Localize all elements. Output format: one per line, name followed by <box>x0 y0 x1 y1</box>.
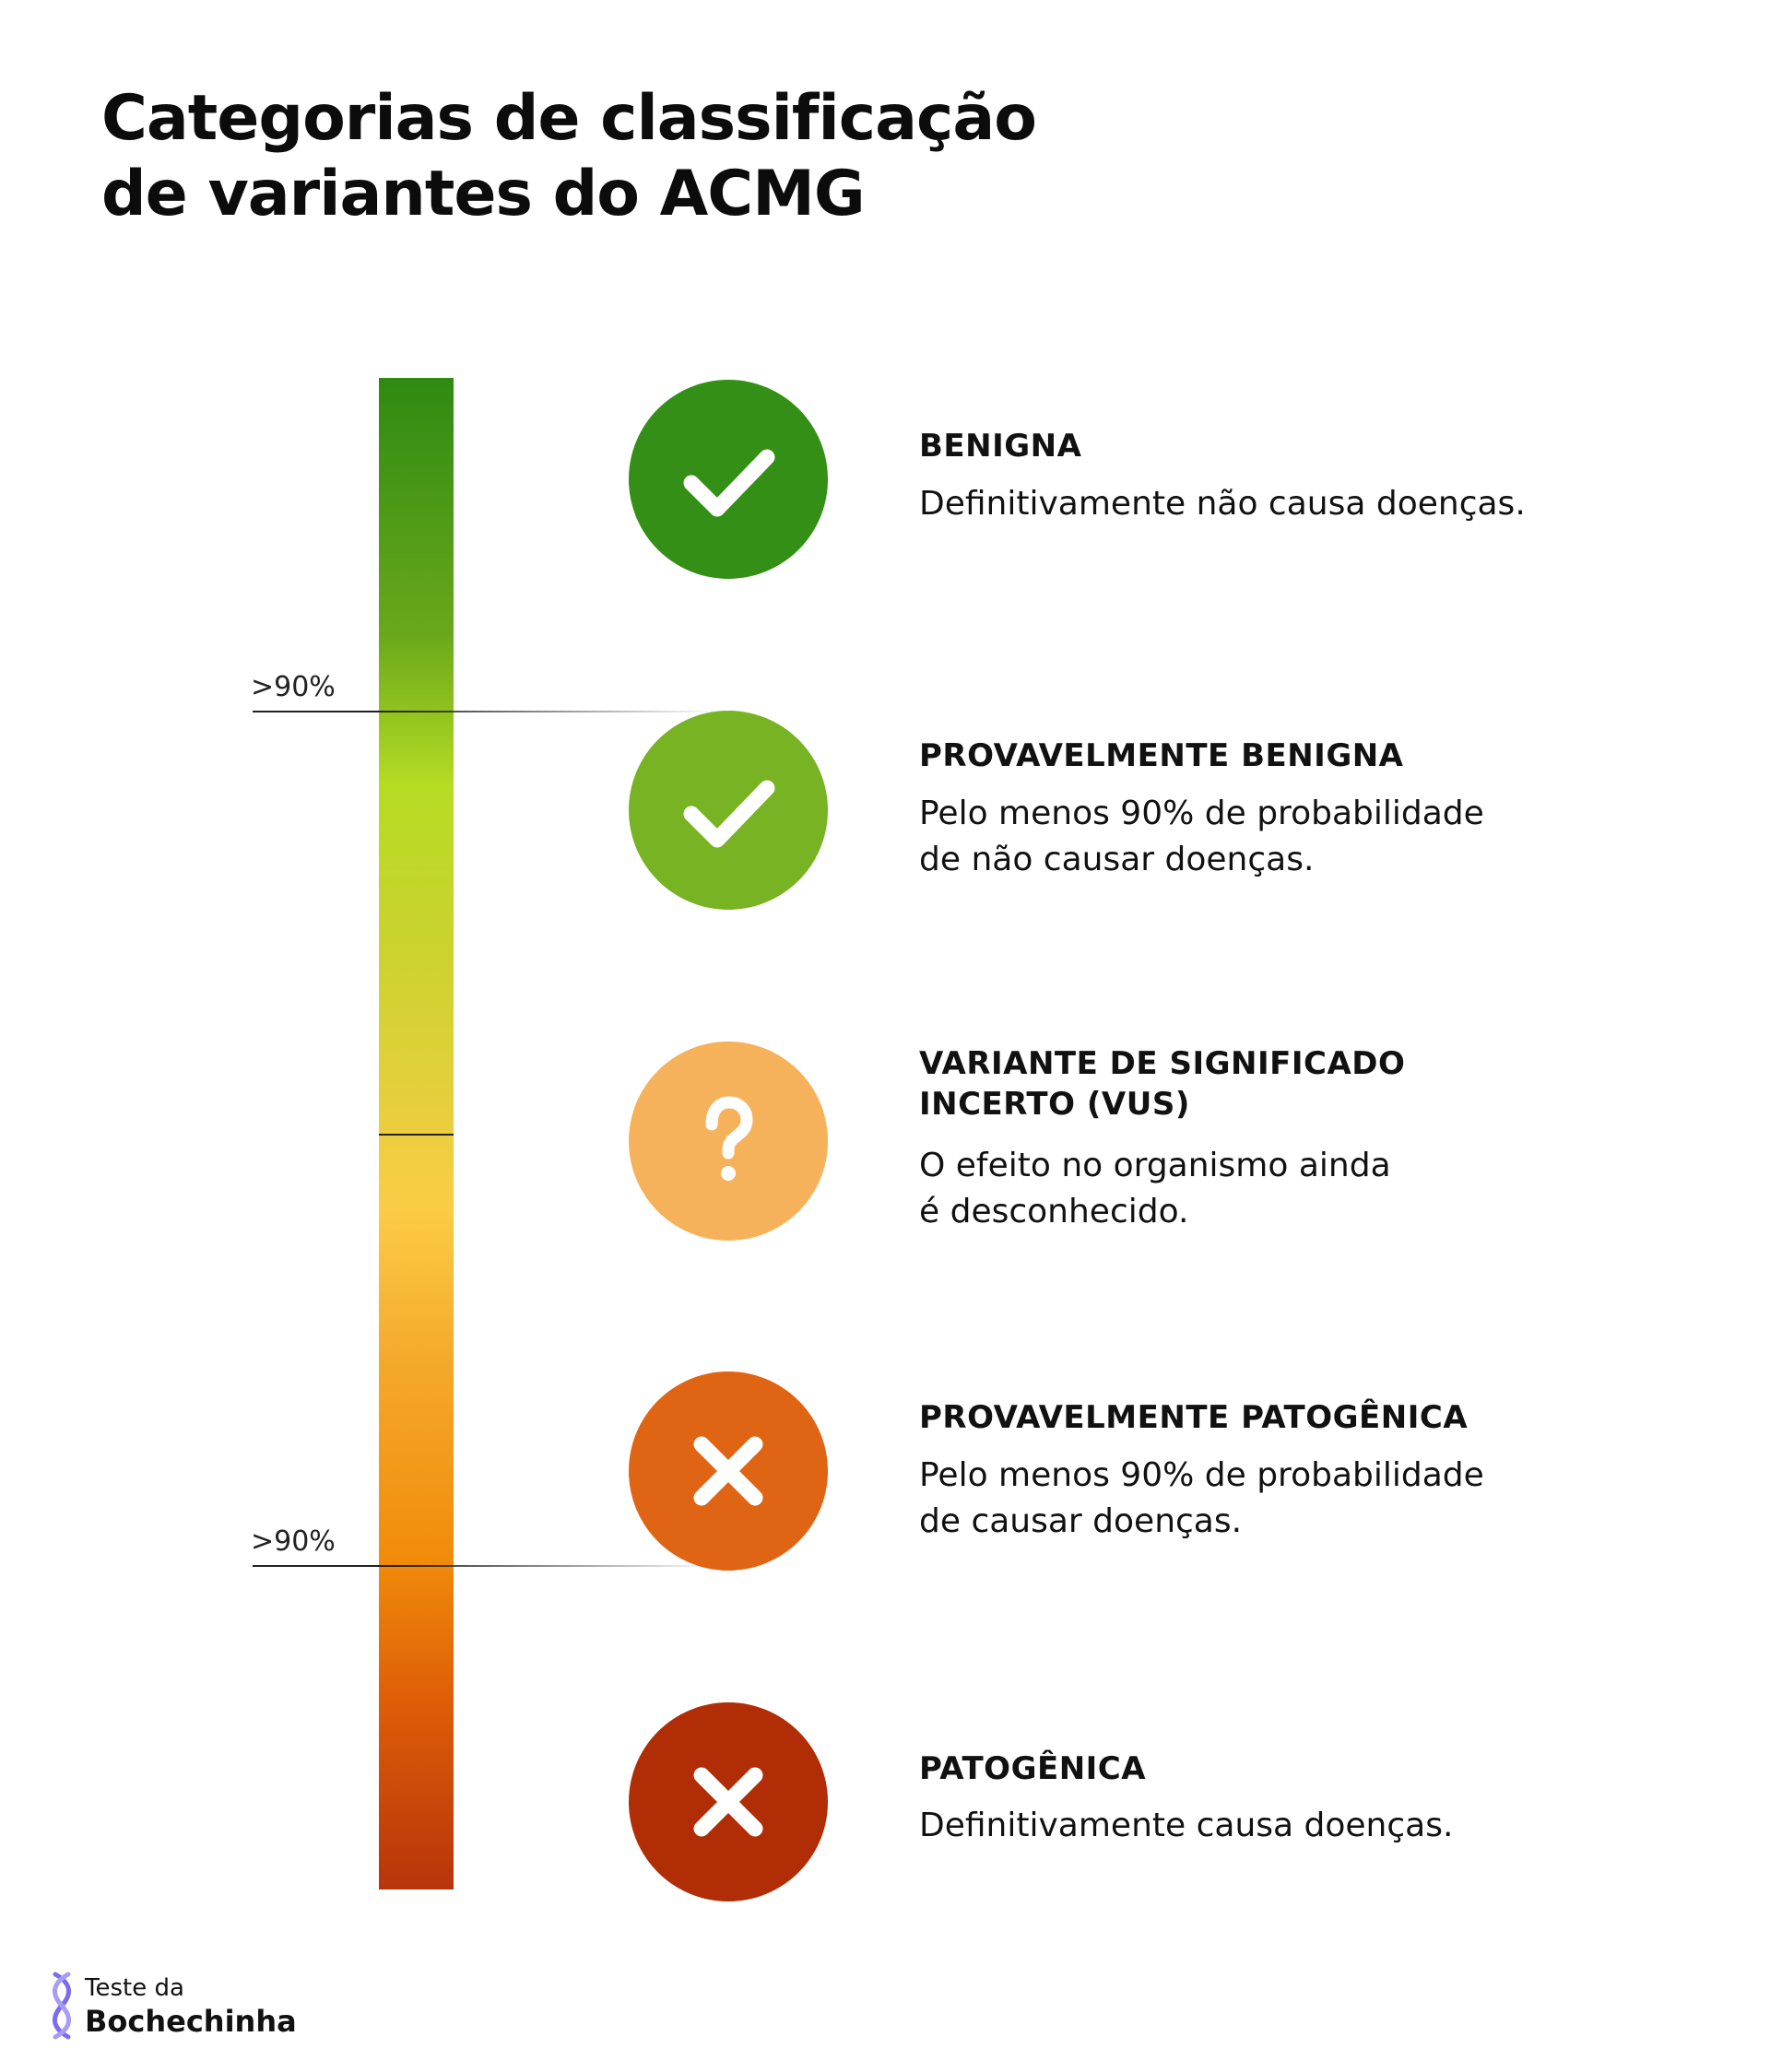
likely-benign-description: Pelo menos 90% de probabilidade de não causar doenças. <box>919 795 1484 878</box>
likely-pathogenic-title: PROVAVELMENTE PATOGÊNICA <box>919 1399 1469 1436</box>
benign-description: Definitivamente não causa doenças. <box>919 485 1526 523</box>
page-title <box>101 81 1208 232</box>
page-title-line-1: Categorias de classificação <box>101 82 1036 155</box>
uncertain-divider-line <box>379 1134 454 1136</box>
benign-check-icon <box>629 380 828 579</box>
likely-pathogenic-cross-icon <box>629 1372 828 1571</box>
threshold-label-pathogenic: >90% <box>251 1525 336 1558</box>
uncertain-description: O efeito no organismo ainda é desconhecido. <box>919 1147 1391 1230</box>
pathogenic-description: Definitivamente causa doenças. <box>919 1807 1454 1844</box>
uncertain-question-icon <box>629 1042 828 1241</box>
likely-pathogenic-description: Pelo menos 90% de probabilidade de causar doenças. <box>919 1456 1484 1540</box>
pathogenic-cross-icon <box>629 1702 828 1901</box>
page-title-line-2: de variantes do ACMG <box>101 158 865 230</box>
likely-benign-check-icon <box>629 711 828 910</box>
uncertain-title: VARIANTE DE SIGNIFICADO INCERTO (VUS) <box>919 1045 1406 1123</box>
brand-logo <box>46 1969 323 2043</box>
pathogenic-title: PATOGÊNICA <box>919 1750 1147 1787</box>
helix-icon <box>46 1971 77 2041</box>
logo-text-line-1: Teste da <box>85 1974 184 2002</box>
logo-text-line-2: Bochechinha <box>85 2004 297 2039</box>
benign-title: BENIGNA <box>919 428 1082 465</box>
threshold-label-benign: >90% <box>251 671 336 703</box>
likely-benign-title: PROVAVELMENTE BENIGNA <box>919 737 1404 774</box>
